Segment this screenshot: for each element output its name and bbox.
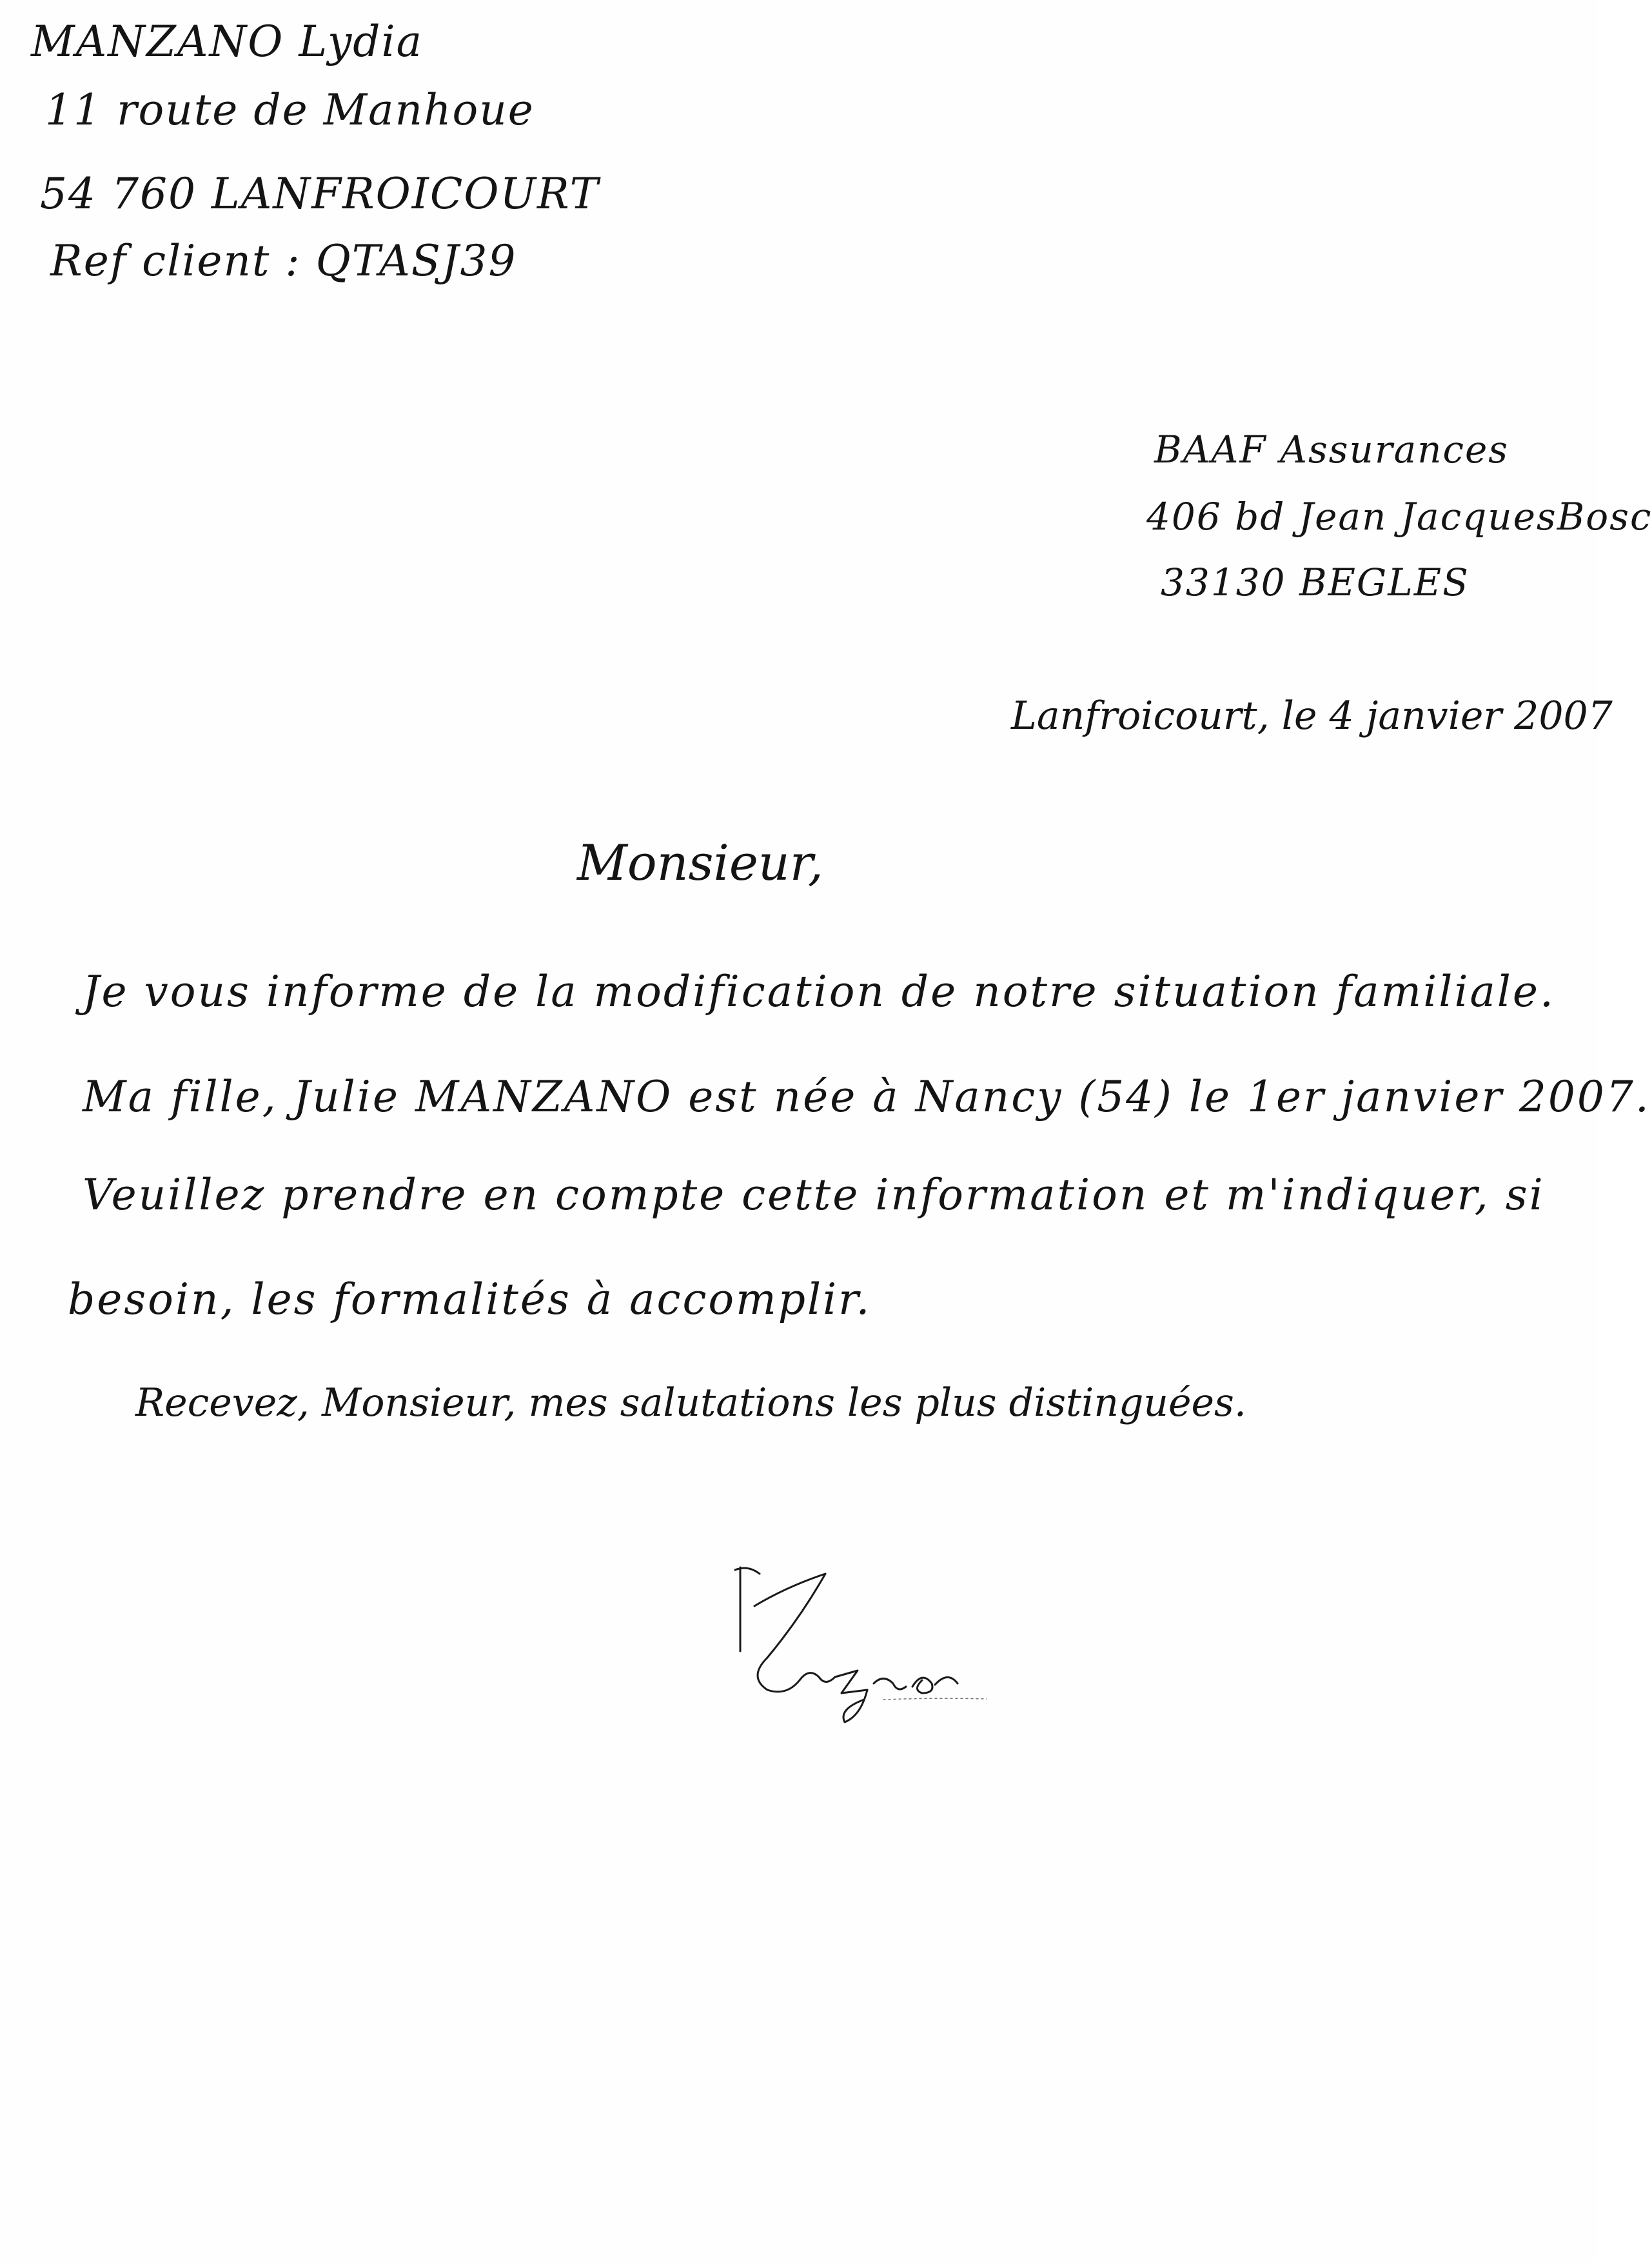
- recipient-city: 33130 BEGLES: [1161, 561, 1470, 604]
- salutation: Monsieur,: [577, 834, 823, 891]
- recipient-street: 406 bd Jean JacquesBosc: [1146, 495, 1652, 539]
- date-line: Lanfroicourt, le 4 janvier 2007: [1011, 693, 1613, 739]
- closing-line: Recevez, Monsieur, mes salutations les plus distinguées.: [135, 1380, 1246, 1425]
- client-reference: Ref client : QTASJ39: [50, 236, 517, 286]
- body-line: besoin, les formalités à accomplir.: [68, 1275, 872, 1324]
- sender-street: 11 route de Manhoue: [45, 85, 535, 135]
- recipient-company: BAAF Assurances: [1154, 428, 1509, 471]
- body-line: Ma fille, Julie MANZANO est née à Nancy (54) le 1er janvier 2007.: [83, 1072, 1651, 1122]
- sender-name: MANZANO Lydia: [31, 17, 424, 66]
- body-line: Je vous informe de la modification de notre situation familiale.: [83, 967, 1555, 1017]
- handwritten-signature: [729, 1561, 999, 1729]
- sender-city: 54 760 LANFROICOURT: [40, 169, 600, 219]
- body-line: Veuillez prendre en compte cette information et m'indiquer, si: [83, 1170, 1545, 1220]
